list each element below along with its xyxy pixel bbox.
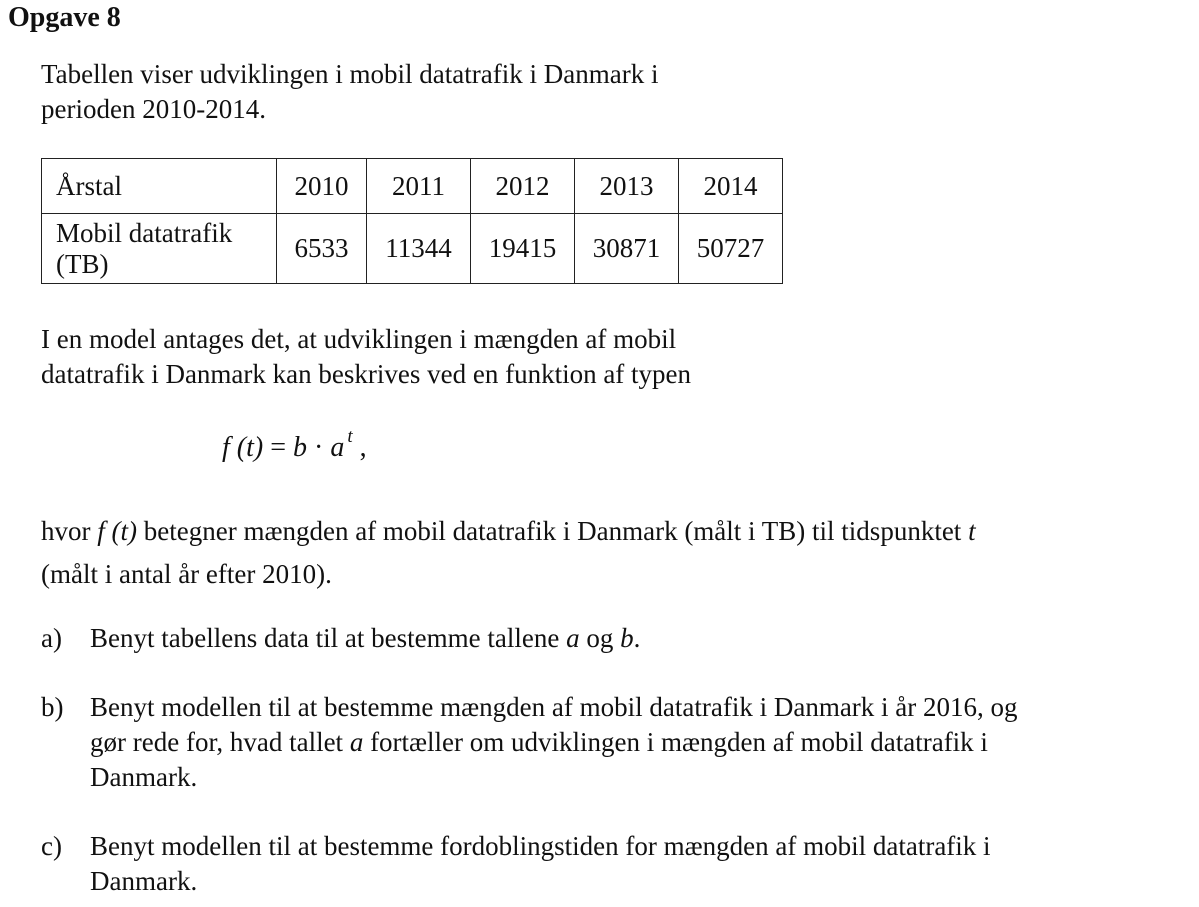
definition-t: t <box>968 516 976 546</box>
question-a-var-a: a <box>566 623 580 653</box>
question-b-line-2-pre: gør rede for, hvad tallet <box>90 727 350 757</box>
traffic-label-line-1: Mobil datatrafik <box>56 217 233 248</box>
question-c-label: c) <box>41 831 62 861</box>
question-b-line-2 <box>90 725 1018 760</box>
question-c-line-2: Danmark. <box>90 866 198 896</box>
traffic-label-line-2: (TB) <box>56 248 109 279</box>
table-header-year: Årstal <box>42 159 277 214</box>
model-paragraph <box>41 322 691 392</box>
question-a-label: a) <box>41 623 62 653</box>
definition-line-2: (målt i antal år efter 2010). <box>41 559 332 589</box>
intro-line-2: perioden 2010-2014. <box>41 94 266 124</box>
question-b-line-2-post: fortæller om udviklingen i mængden af mobil datatrafik i <box>363 727 988 757</box>
definition-text: betegner mængden af mobil datatrafik i Danmark (målt i TB) til tidspunktet <box>137 516 969 546</box>
formula-b: b <box>293 432 308 463</box>
table-cell-year: 2012 <box>471 159 575 214</box>
table-cell-value: 6533 <box>277 214 367 284</box>
hvor-text: hvor <box>41 516 98 546</box>
intro-line-1: Tabellen viser udviklingen i mobil datatrafik i Danmark i <box>41 59 659 89</box>
table-cell-value: 19415 <box>471 214 575 284</box>
table-cell-value: 50727 <box>679 214 783 284</box>
formula-exponent: t <box>347 426 353 447</box>
question-a-og: og <box>579 623 621 653</box>
model-line-1: I en model antages det, at udviklingen i mængden af mobil <box>41 324 677 354</box>
table-cell-year: 2011 <box>367 159 471 214</box>
question-b-text <box>90 690 1018 795</box>
table-cell-value: 30871 <box>575 214 679 284</box>
exercise-title: Opgave 8 <box>8 2 121 33</box>
formula-a: a <box>330 432 345 463</box>
question-b-var-a: a <box>349 727 364 757</box>
definition-line-1 <box>41 510 976 553</box>
question-b-label: b) <box>41 692 64 722</box>
table-row-years <box>42 159 783 214</box>
formula-lhs: f (t) <box>222 432 264 463</box>
intro-paragraph <box>41 57 658 127</box>
formula-dot: · <box>307 432 331 463</box>
model-formula <box>222 426 367 464</box>
table-cell-year: 2010 <box>277 159 367 214</box>
definition-ft: f (t) <box>97 516 137 546</box>
question-b-line-1: Benyt modellen til at bestemme mængden af mobil datatrafik i Danmark i år 2016, og <box>90 692 1018 722</box>
data-table <box>41 158 783 284</box>
question-a-text <box>90 621 640 656</box>
table-cell-year: 2014 <box>679 159 783 214</box>
table-header-traffic <box>42 214 277 284</box>
table-cell-value: 11344 <box>367 214 471 284</box>
question-a-var-b: b <box>620 623 634 653</box>
question-a-end: . <box>633 623 641 653</box>
formula-equals: = <box>263 432 294 463</box>
model-line-2: datatrafik i Danmark kan beskrives ved en funktion af typen <box>41 359 692 389</box>
question-c-line-1: Benyt modellen til at bestemme fordoblingstiden for mængden af mobil datatrafik i <box>90 831 991 861</box>
question-b-line-3: Danmark. <box>90 762 198 792</box>
question-c-text <box>90 829 991 899</box>
table-row-traffic <box>42 214 783 284</box>
table-cell-year: 2013 <box>575 159 679 214</box>
formula-comma: , <box>352 432 367 463</box>
question-a-text-main: Benyt tabellens data til at bestemme tallene <box>90 623 567 653</box>
definition-paragraph <box>41 510 976 596</box>
